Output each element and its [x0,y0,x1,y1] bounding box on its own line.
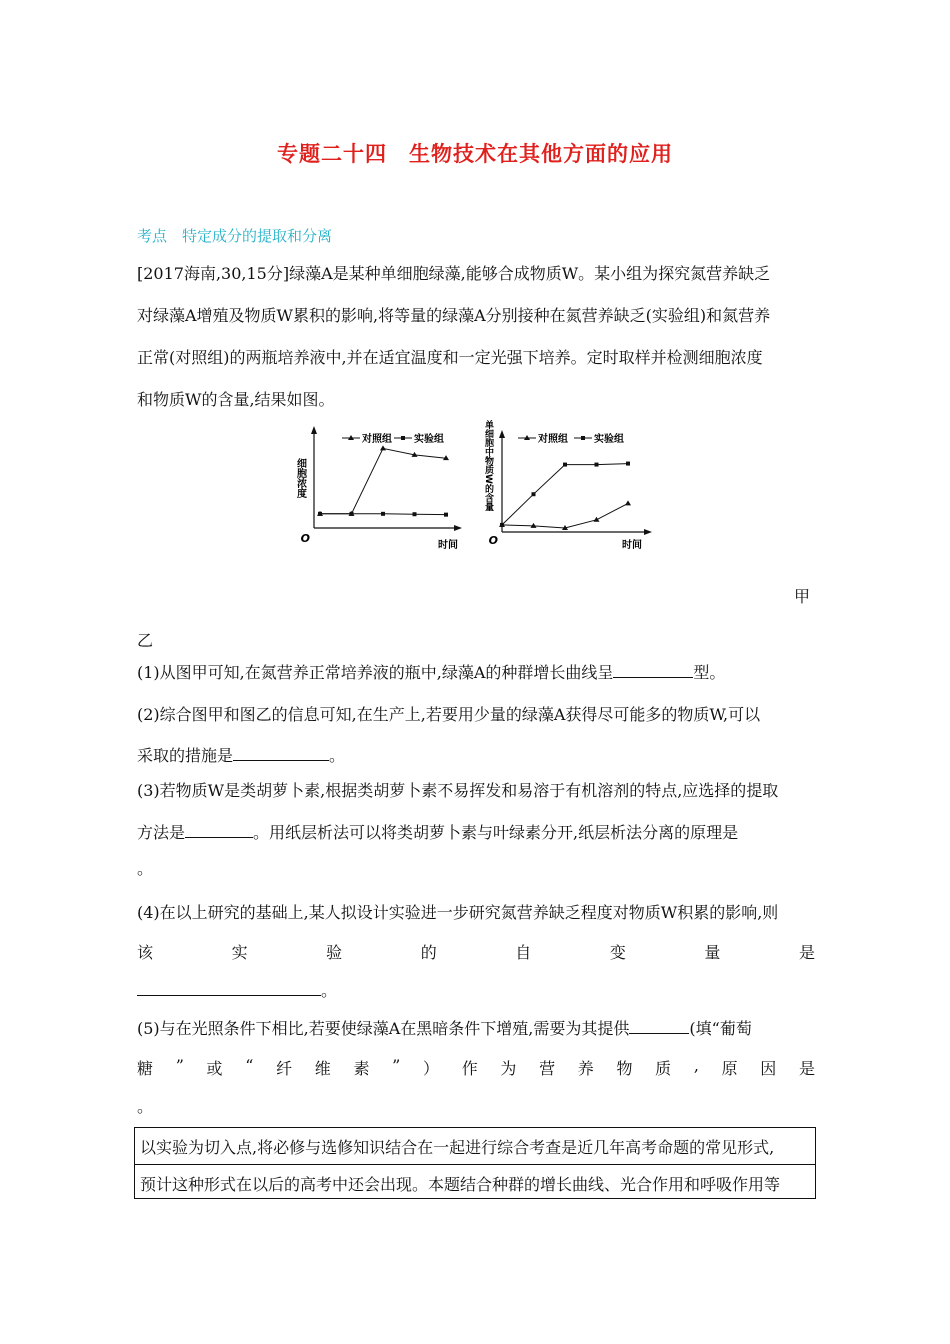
question-char: 验 [326,943,343,962]
question-5-line-3: 。 [137,1097,154,1116]
data-point-experiment [318,512,322,516]
question-3-line-1: (3)若物质W是类胡萝卜素,根据类胡萝卜素不易挥发和易溶于有机溶剂的特点,应选择的提取 [137,781,779,800]
x-axis-label: 时间 [622,540,642,551]
series-line-experiment [502,464,628,525]
note-line: 以实验为切入点,将必修与选修知识结合在一起进行综合考查是近几年高考命题的常见形式, [140,1138,775,1157]
question-char: ” [175,1056,184,1075]
question-5-line-1 [137,1016,815,1039]
origin-label: O [488,534,498,547]
intro-line: [2017海南,30,15分]绿藻A是某种单细胞绿藻,能够合成物质W。某小组为探究氮营养缺乏 [137,264,771,283]
section-heading: 考点 特定成分的提取和分离 [137,227,333,245]
plot-area [499,462,631,530]
question-text: 。用纸层析法可以将类胡萝卜素与叶绿素分开,纸层析法分离的原理是 [253,823,739,842]
intro-line: 正常(对照组)的两瓶培养液中,并在适宜温度和一定光强下培养。定时取样并检测细胞浓度 [137,348,763,367]
question-1 [137,660,815,683]
question-char: ” [392,1056,401,1075]
question-2-line-2 [137,743,815,766]
series-line-control [320,448,446,513]
answer-blank [629,1017,689,1034]
legend [342,432,444,445]
plot-area [317,445,449,516]
question-char: 糖 [137,1059,154,1078]
chart-jia [280,418,470,558]
answer-blank [137,979,321,996]
answer-blank [613,661,693,678]
intro-line: 和物质W的含量,结果如图。 [137,390,335,409]
question-intro [137,258,815,416]
data-point-experiment [444,513,448,517]
question-text: 型。 [693,663,726,682]
question-text: (1)从图甲可知,在氮营养正常培养液的瓶中,绿藻A的种群增长曲线呈 [137,663,614,682]
question-char: 自 [515,943,532,962]
chart-yi [478,414,668,560]
figure-label-yi: 乙 [137,631,154,650]
question-char: 维 [314,1059,331,1078]
data-point-control [380,445,386,450]
legend-marker-experiment [581,436,585,440]
legend-label-experiment: 实验组 [414,434,444,445]
note-divider [135,1164,815,1165]
data-point-experiment [595,463,599,467]
data-point-control [625,500,631,505]
data-point-experiment [500,523,504,527]
question-char: 养 [577,1059,594,1078]
data-point-experiment [532,492,536,496]
question-text: (5)与在光照条件下相比,若要使绿藻A在黑暗条件下增殖,需要为其提供 [137,1019,630,1038]
legend-label-control: 对照组 [362,434,392,445]
question-2-line-1: (2)综合图甲和图乙的信息可知,在生产上,若要用少量的绿藻A获得尽可能多的物质W,可以 [137,705,761,724]
question-char: , [693,1056,699,1075]
data-point-experiment [381,512,385,516]
data-point-experiment [626,462,630,466]
question-char: 实 [231,943,248,962]
question-4-line-1: (4)在以上研究的基础上,某人拟设计实验进一步研究氮营养缺乏程度对物质W积累的影响,则 [137,903,779,922]
y-axis-arrow [499,430,505,438]
question-char: 该 [137,943,154,962]
x-axis-label: 时间 [438,540,458,551]
legend-marker-experiment [401,436,405,440]
question-char: “ [245,1056,254,1075]
data-point-control [594,517,600,522]
answer-blank [185,821,253,838]
legend-label-control: 对照组 [538,434,568,445]
note-box [134,1127,816,1199]
page-title: 专题二十四 生物技术在其他方面的应用 [277,142,673,166]
data-point-experiment [350,512,354,516]
legend-label-experiment: 实验组 [594,434,624,445]
question-4-line-3 [137,978,815,1001]
question-char: 质 [655,1059,672,1078]
note-line: 预计这种形式在以后的高考中还会出现。本题结合种群的增长曲线、光合作用和呼吸作用等 [140,1175,781,1194]
question-3-line-2 [137,820,815,843]
answer-blank [233,744,329,761]
y-axis-label: 单细胞中物质W的含量 [483,420,493,511]
question-char: 量 [704,943,721,962]
question-char: 或 [206,1059,223,1078]
question-char: 的 [420,943,437,962]
question-char: 原 [721,1059,738,1078]
question-text: 采取的措施是 [137,746,234,765]
question-char: 营 [539,1059,556,1078]
data-point-experiment [563,463,567,467]
question-4-line-2 [137,940,815,963]
question-char: 作 [461,1059,478,1078]
question-char: 素 [353,1059,370,1078]
legend [518,432,624,445]
intro-line: 对绿藻A增殖及物质W累积的影响,将等量的绿藻A分别接种在氮营养缺乏(实验组)和氮营养 [137,306,771,325]
question-text: 。 [321,981,338,1000]
question-char: 为 [500,1059,517,1078]
question-5-line-2 [137,1056,815,1079]
question-char: 变 [609,943,626,962]
question-char: 纤 [276,1059,293,1078]
data-point-experiment [413,512,417,516]
x-axis-arrow [644,529,652,535]
figure-label-jia: 甲 [794,587,811,606]
origin-label: O [300,532,310,545]
question-char: 因 [760,1059,777,1078]
x-axis-arrow [454,525,462,531]
question-text: 方法是 [137,823,186,842]
y-axis-arrow [311,426,317,434]
question-char: 是 [798,1059,815,1078]
y-axis-label: 细胞浓度 [294,458,306,498]
question-char: 是 [798,943,815,962]
question-3-line-3: 。 [137,859,154,878]
question-text: (填“葡萄 [689,1019,752,1038]
question-char: 物 [616,1059,633,1078]
question-char: ） [423,1059,440,1078]
question-text: 。 [329,746,346,765]
